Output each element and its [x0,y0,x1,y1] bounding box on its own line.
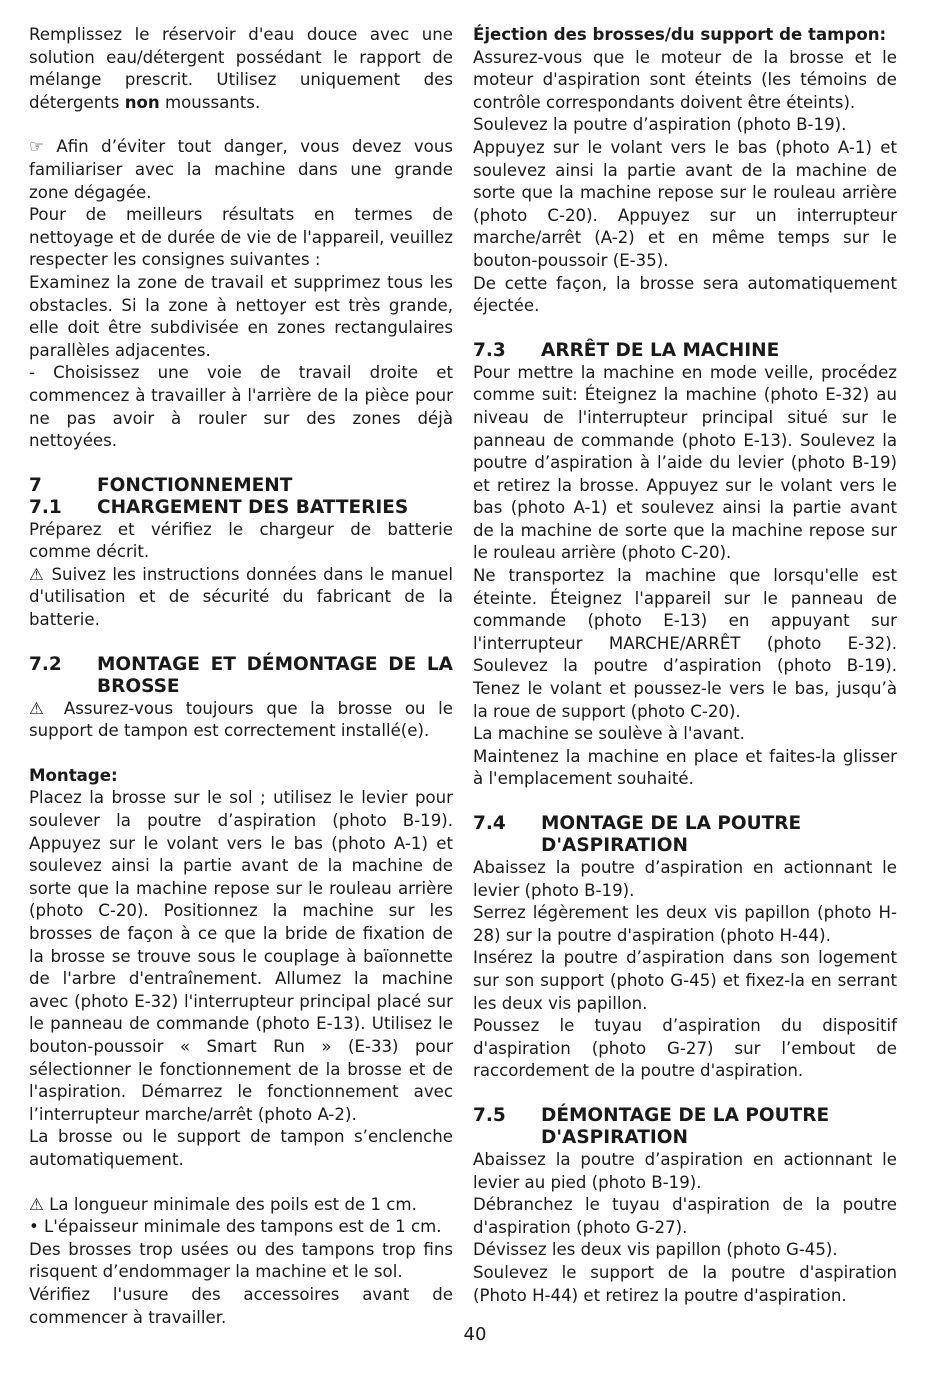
section-number: 7.2 [29,653,62,675]
heading-7-3 [473,340,897,362]
paragraph-transport: Ne transportez la machine que lorsqu'elle est éteinte. Éteignez l'appareil sur le panneau de commande (photo E-13) en appuyant sur l'interrupteur MARCHE/ARRÊT (photo E-32). Soulevez la poutre d’aspiration (photo B-19). Tenez le volant et poussez-le vers le bas, jusqu’à la roue de support (photo C-20). [473,566,897,721]
paragraph-best-results: Pour de meilleurs résultats en termes de nettoyage et de durée de vie de l'appareil, veuillez respecter les consignes suivantes : [29,205,453,270]
text: Suivez les instructions données dans le manuel d'utilisation et de sécurité du fabricant de la batterie. [29,564,453,630]
paragraph-check-wear: Vérifiez l'usure des accessoires avant de commencer à travailler. [29,1284,453,1327]
paragraph-worn-brushes: Des brosses trop usées ou des tampons trop fins risquent d’endommager la machine et le sol. [29,1239,453,1282]
paragraph-eject-steps: Appuyez sur le volant vers le bas (photo A-1) et soulevez ainsi la partie avant de la machine de sorte que la machine repose sur le rouleau arrière (photo C-20). Appuyez sur un interrupteur marche/arrêt (A-2) et en même temps sur le bouton-poussoir (E-35). [473,137,897,270]
section-number: 7.1 [29,496,62,518]
text: Remplissez le réservoir d'eau douce avec une solution eau/détergent possédant le rapport de mélange prescrit. Utilisez uniquement des détergents [29,25,453,112]
subheading-ejection: Éjection des brosses/du support de tampon: [473,25,887,44]
subheading-montage: Montage: [29,765,118,785]
warning-icon: ⚠ [29,698,52,718]
paragraph-auto-engage: La brosse ou le support de tampon s’enclenche automatiquement. [29,1127,453,1169]
section-number: 7.4 [473,813,506,834]
paragraph-montage-steps: Placez la brosse sur le sol ; utilisez le levier pour soulever la poutre d’aspiration (photo B-19). Appuyez sur le volant vers le bas (photo A-1) et soulevez ainsi la partie avant de la machine de sorte que la machine repose sur le rouleau arrière (photo C-20). Positionnez la machine sur les brosses de façon à ce que la bride de fixation de la brosse se trouve sous le couplage à baïonnette de l'arbre d'entraînement. Allumez la machine avec (photo E-32) l'interrupteur principal placé sur le panneau de commande (photo E-13). Utilisez le bouton-poussoir « Smart Run » (E-33) pour sélectionner le fonctionnement de la brosse et de l'aspiration. Démarrez le fonctionnement avec l’interrupteur marche/arrêt (photo A-2). [29,788,453,1124]
text: La longueur minimale des poils est de 1 cm. [43,1194,417,1214]
section-number: 7 [29,474,42,496]
paragraph-push-hose: Poussez le tuyau d’aspiration du dispositif d'aspiration (photo G-27) sur l’embout de raccordement de la poutre d'aspiration. [473,1016,897,1081]
paragraph-slide: Maintenez la machine en place et faites-la glisser à l'emplacement souhaité. [473,746,897,789]
paragraph-disconnect-hose: Débranchez le tuyau d'aspiration de la poutre d'aspiration (photo G-27). [473,1195,897,1237]
page-number: 40 [463,1324,487,1345]
paragraph-remove-beam: Soulevez le support de la poutre d'aspiration (Photo H-44) et retirez la poutre d'aspiration. [473,1262,897,1305]
paragraph-auto-eject: De cette façon, la brosse sera automatiquement éjectée. [473,273,897,316]
section-title: ARRÊT DE LA MACHINE [541,339,780,361]
text: moussants. [159,92,261,112]
section-number: 7.5 [473,1104,506,1126]
hand-pointer-icon: ☞ [29,137,44,157]
paragraph-tighten-screws: Serrez légèrement les deux vis papillon (photo H-28) sur la poutre d'aspiration (photo H-44). [473,903,897,945]
paragraph-detergent [29,24,453,114]
paragraph-standby: Pour mettre la machine en mode veille, procédez comme suit: Éteignez la machine (photo E-32) au niveau de l'interrupteur principal situé sur le panneau de commande (photo E-13). Soulevez la poutre d’aspiration à l’aide du levier (photo B-19) et retirez la brosse. Appuyez sur le volant vers le bas (photo A-1) et soulevez ainsi la partie avant de la machine de sorte que la machine repose sur le rouleau arrière (photo C-20). [473,362,897,563]
paragraph-lower-beam: Abaissez la poutre d’aspiration en actionnant le levier (photo B-19). [473,858,897,900]
heading-7 [29,475,453,497]
warning-icon: ⚠ [29,564,46,584]
left-column [29,24,453,1329]
text: Assurez-vous toujours que la brosse ou le support de tampon est correctement installé(e). [29,698,453,741]
heading-7-2 [29,654,453,698]
section-number: 7.3 [473,339,506,361]
heading-7-1 [29,497,453,519]
paragraph-brush-warning [29,698,453,743]
heading-7-5 [473,1105,897,1149]
paragraph-charger: Préparez et vérifiez le chargeur de batterie comme décrit. [29,519,453,562]
bold-text: non [124,92,160,112]
heading-7-4 [473,813,897,857]
paragraph-bristle-length [29,1194,453,1217]
paragraph-lifts-front: La machine se soulève à l'avant. [473,724,745,744]
paragraph-unscrew: Dévissez les deux vis papillon (photo G-45). [473,1240,838,1260]
section-title: DÉMONTAGE DE LA POUTRE D'ASPIRATION [541,1104,830,1148]
text: Afin d’éviter tout danger, vous devez vous familiariser avec la machine dans une grande zone dégagée. [29,137,453,202]
section-title: MONTAGE ET DÉMONTAGE DE LA BROSSE [97,653,453,697]
paragraph-insert-beam: Insérez la poutre d’aspiration dans son logement sur son support (photo G-45) et fixez-la en serrant les deux vis papillon. [473,948,897,1013]
paragraph-familiarize [29,136,453,204]
warning-icon: ⚠ [29,1194,44,1214]
section-title: MONTAGE DE LA POUTRE D'ASPIRATION [541,813,802,856]
paragraph-work-lane: - Choisissez une voie de travail droite et commencez à travailler à l'arrière de la pièce pour ne pas avoir à rouler sur des zones déjà nettoyées. [29,363,453,451]
paragraph-lift-beam: Soulevez la poutre d’aspiration (photo B-19). [473,115,847,135]
paragraph-motors-off: Assurez-vous que le moteur de la brosse et le moteur d'aspiration sont éteints (les témoins de contrôle correspondants doivent être éteints). [473,47,897,112]
paragraph-battery-warning [29,564,453,632]
section-title: CHARGEMENT DES BATTERIES [97,496,409,518]
paragraph-pad-thickness: • L'épaisseur minimale des tampons est de 1 cm. [29,1217,442,1237]
section-title: FONCTIONNEMENT [97,474,293,496]
right-column [473,24,897,1307]
paragraph-lower-beam-pedal: Abaissez la poutre d’aspiration en actionnant le levier au pied (photo B-19). [473,1149,897,1192]
paragraph-work-area: Examinez la zone de travail et supprimez tous les obstacles. Si la zone à nettoyer est très grande, elle doit être subdivisée en zones rectangulaires parallèles adjacentes. [29,272,453,360]
